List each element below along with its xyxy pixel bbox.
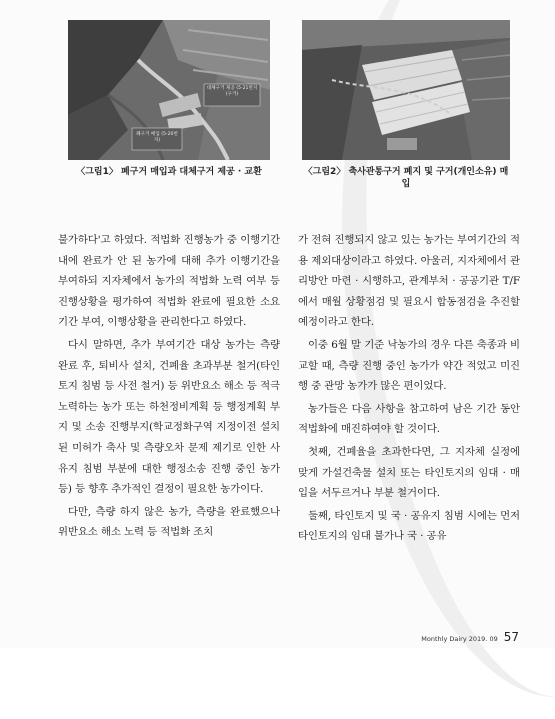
- figure-1-photo: [68, 20, 270, 160]
- paragraph: 첫째, 건폐율을 초과한다면, 그 지자체 실정에 맞게 가설건축물 설치 또는 타인토지의 임대 · 매입을 서두르거나 부분 철거이다.: [298, 445, 520, 500]
- page-number: 57: [503, 630, 519, 644]
- aerial-photo-barn-ditch: [302, 20, 510, 160]
- paragraph: 이중 6월 말 기준 낙농가의 경우 다른 축종과 비교할 때, 측량 진행 중인 농가가 약간 적었고 미진행 중 관망 농가가 많은 편이었다.: [298, 338, 520, 393]
- paragraph: 불가하다'고 하였다. 적법화 진행농가 중 이행기간 내에 완료가 안 된 농가에 대해 추가 이행기간을 부여하되 지자체에서 농가의 적법화 노력 여부 등 진행상황을 평가하여 적법화 완료에 필요한 소요기간 부여, 이행상황을 관리한다고 하였다.: [58, 234, 280, 329]
- paragraph: 다만, 측량 하지 않은 농가, 측량을 완료했으나 위반요소 해소 노력 등 적법화 조치: [58, 505, 280, 539]
- figure-2-caption: 〈그림2〉 축사관통구거 폐지 및 구거(개인소유) 매입: [303, 167, 509, 189]
- figure-2-photo: [302, 20, 510, 160]
- figure-1: [68, 20, 270, 178]
- figure-1-caption: 〈그림1〉 폐구거 매입과 대체구거 제공 · 교환: [76, 167, 262, 177]
- magazine-issue: Monthly Dairy 2019. 09: [421, 635, 498, 643]
- paragraph: 농가들은 다음 사항을 참고하여 남은 기간 동안 적법화에 매진하여야 할 것이다.: [298, 402, 520, 436]
- paragraph: 가 전혀 진행되지 않고 있는 농가는 부여기간의 적용 제외대상이라고 하였다. 아울러, 지자체에서 관리방안 마련 · 시행하고, 관계부처 · 공공기관 T/F에서 매월 상황점검 및 필요시 합동점검을 추진할 예정이라고 한다.: [298, 234, 520, 329]
- photo-label-abandoned-ditch: 폐구거 매입 (5-20번지): [136, 132, 178, 143]
- figure-2: [302, 20, 510, 190]
- paragraph: 다시 말하면, 추가 부여기간 대상 농가는 측량 완료 후, 퇴비사 설치, 건폐율 초과부분 철거(타인 토지 침범 등 사전 철거) 등 위반요소 해소 등 적극 노력하는 농가 또는 하천정비계획 등 행정계획 부지 및 소송 진행부지(학교정화구역 지정이전 설치된 미허가 축사 및 측량오차 문제 제기로 인한 사유지 침범 부분에 대한 행정소송 진행 중인 농가 등) 등 향후 추가적인 결정이 필요한 농가이다.: [58, 338, 280, 496]
- page-footer: [421, 630, 519, 644]
- right-column: [298, 230, 520, 549]
- content: [58, 0, 520, 648]
- paragraph: 둘째, 타인토지 및 국 · 공유지 침범 시에는 먼저 타인토지의 임대 불가나 국 · 공유: [298, 509, 520, 543]
- photo-label-replacement-ditch: 대체구거 제공 (5-21번지 (구거): [206, 86, 258, 97]
- left-column: [58, 230, 280, 549]
- article-body: [58, 230, 520, 549]
